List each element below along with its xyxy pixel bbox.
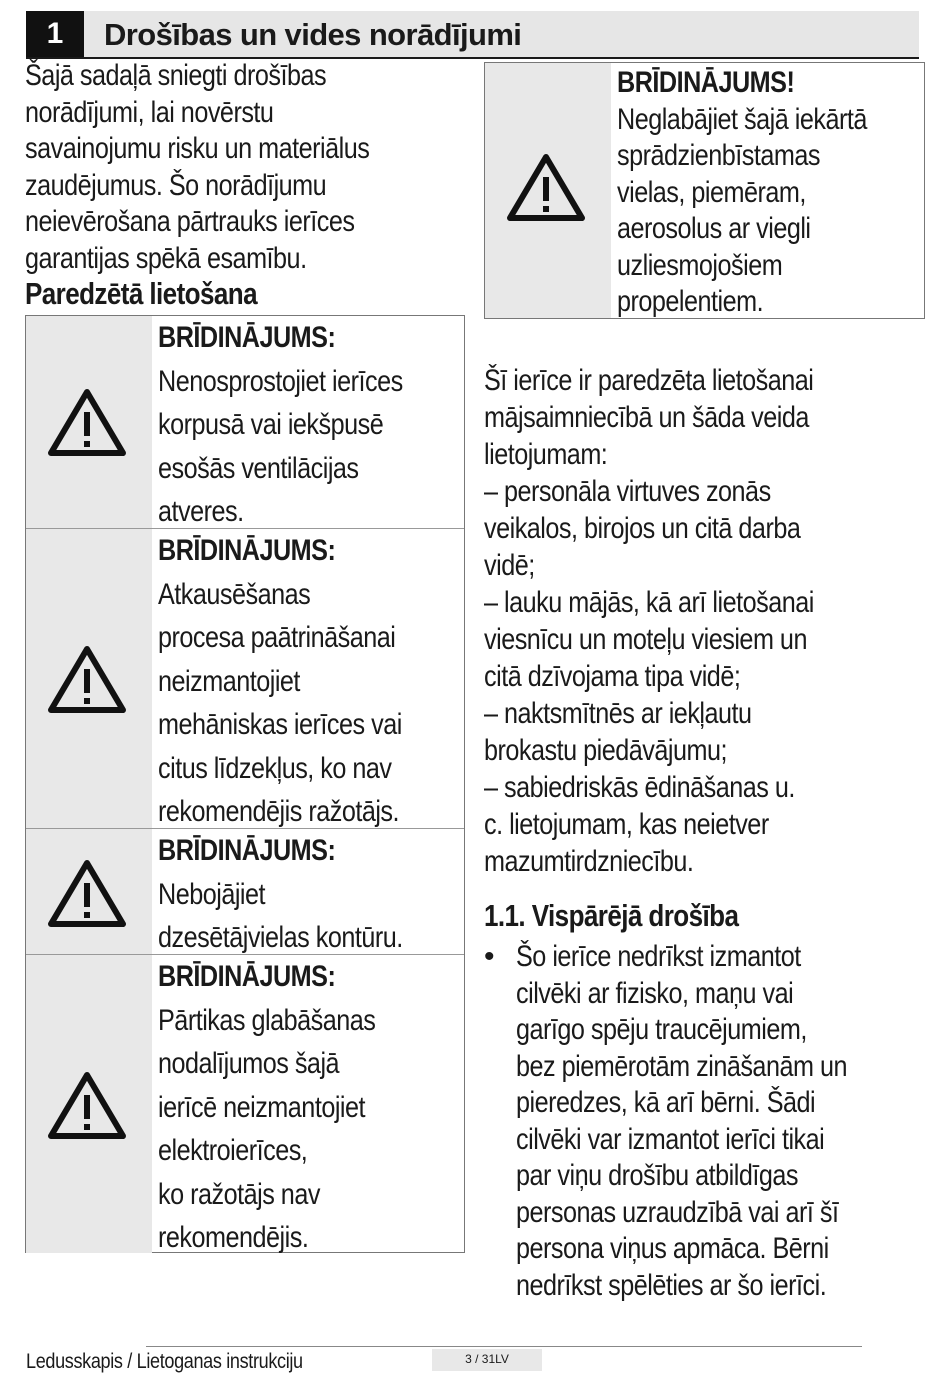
text-line: rekomendējis ražotājs.: [158, 795, 400, 828]
text-line: norādījumi, lai novērstu: [25, 95, 274, 129]
text-line: mājsaimniecībā un šāda veida: [484, 401, 809, 434]
section-number: 1: [26, 11, 84, 57]
section-header: [26, 11, 919, 59]
text-line: Šajā sadaļā sniegti drošības: [25, 59, 327, 92]
text-line: par viņu drošību atbildīgas: [516, 1159, 798, 1192]
text-line: nodalījumos šajā: [158, 1047, 340, 1080]
text-line: dzesētājvielas kontūru.: [158, 921, 403, 954]
warning-title: BRĪDINĀJUMS:: [158, 534, 336, 567]
usage-paragraph: [484, 362, 814, 880]
text-line: sprādzienbīstamas: [617, 139, 820, 172]
bullet-marker: •: [484, 940, 495, 973]
text-line: atveres.: [158, 495, 244, 528]
warning-text: [158, 529, 402, 834]
warning-text: [158, 316, 403, 534]
text-line: citus līdzekļus, ko nav: [158, 751, 392, 785]
text-line: persona viņus apmāca. Bērni: [516, 1232, 829, 1265]
text-line: viesnīcu un moteļu viesiem un: [484, 623, 807, 656]
text-line: neievērošana pārtrauks ierīces: [25, 205, 355, 238]
general-safety-heading: 1.1. Vispārējā drošība: [484, 898, 739, 933]
text-line: Nenosprostojiet ierīces: [158, 364, 403, 398]
warning-title: BRĪDINĀJUMS:: [158, 834, 336, 867]
text-line: – sabiedriskās ēdināšanas u.: [484, 771, 795, 804]
text-line: ko ražotājs nav: [158, 1177, 320, 1211]
warning-icon-cell: [26, 529, 152, 829]
warning-row: [26, 528, 464, 829]
text-line: garīgo spēju traucējumiem,: [516, 1013, 807, 1046]
text-line: Šī ierīce ir paredzēta lietošanai: [484, 364, 814, 397]
text-line: cilvēki var izmantot ierīci tikai: [516, 1122, 825, 1156]
warning-triangle-icon: [46, 643, 128, 715]
page-number: 3 / 31LV: [432, 1349, 542, 1371]
text-line: Pārtikas glabāšanas: [158, 1003, 376, 1037]
text-line: savainojumu risku un materiālus: [25, 132, 370, 165]
explosive-warning-box: [484, 62, 925, 319]
text-line: pieredzes, kā arī bērni. Šādi: [516, 1086, 816, 1119]
warning-title: BRĪDINĀJUMS:: [158, 960, 336, 993]
section-title: Drošības un vides norādījumi: [104, 17, 522, 52]
warning-row: [26, 316, 464, 528]
text-line: – personāla virtuves zonās: [484, 475, 771, 508]
warning-row: [26, 954, 464, 1253]
text-line: vielas, piemēram,: [617, 175, 806, 209]
text-line: korpusā vai iekšpusē: [158, 408, 384, 441]
text-line: Šo ierīce nedrīkst izmantot: [516, 940, 801, 973]
text-line: Nebojājiet: [158, 877, 266, 911]
text-line: – lauku mājās, kā arī lietošanai: [484, 586, 814, 619]
warning-title: BRĪDINĀJUMS!: [617, 66, 795, 99]
text-line: mehāniskas ierīces vai: [158, 708, 402, 741]
warning-triangle-icon: [46, 857, 128, 929]
text-line: propelentiem.: [617, 285, 764, 318]
text-line: brokastu piedāvājumu;: [484, 734, 727, 767]
text-line: Atkausēšanas: [158, 577, 311, 611]
text-line: cilvēki ar fizisko, maņu vai: [516, 976, 794, 1010]
text-line: citā dzīvojama tipa vidē;: [484, 660, 741, 693]
text-line: aerosolus ar viegli: [617, 212, 811, 245]
text-line: – naktsmītnēs ar iekļautu: [484, 697, 752, 730]
warning-text: [158, 955, 375, 1260]
text-line: uzliesmojošiem: [617, 248, 783, 282]
footer-rule: [146, 1346, 862, 1347]
warning-row: [26, 828, 464, 955]
text-line: personas uzraudzībā vai arī šī: [516, 1195, 839, 1229]
intro-paragraph: [25, 58, 369, 277]
text-line: mazumtirdzniecību.: [484, 845, 694, 878]
warning-title: BRĪDINĀJUMS:: [158, 321, 336, 354]
text-line: c. lietojumam, kas neietver: [484, 808, 769, 841]
text-line: bez piemērotām zināšanām un: [516, 1049, 847, 1083]
warning-icon-cell: [26, 316, 152, 528]
general-safety-text: [516, 939, 847, 1304]
text-line: vidē;: [484, 549, 535, 582]
warning-text: [617, 65, 867, 321]
text-line: garantijas spēkā esamību.: [25, 241, 307, 275]
text-line: zaudējumus. Šo norādījumu: [25, 168, 327, 202]
warning-icon-cell: [485, 63, 611, 318]
text-line: procesa paātrināšanai: [158, 621, 396, 654]
warning-icon-cell: [26, 955, 152, 1253]
text-line: Neglabājiet šajā iekārtā: [617, 102, 867, 136]
warning-triangle-icon: [505, 151, 587, 223]
warning-text: [158, 829, 403, 960]
warning-triangle-icon: [46, 386, 128, 458]
text-line: nedrīkst spēlēties ar šo ierīci.: [516, 1268, 827, 1302]
text-line: lietojumam:: [484, 438, 608, 471]
text-line: veikalos, birojos un citā darba: [484, 512, 801, 545]
warnings-table: [25, 315, 465, 1253]
text-line: esošās ventilācijas: [158, 451, 359, 485]
intended-use-heading: Paredzētā lietošana: [25, 276, 257, 311]
footer-label: Ledusskapis / Lietoganas instrukciju: [26, 1350, 303, 1373]
warning-triangle-icon: [46, 1069, 128, 1141]
text-line: ierīcē neizmantojiet: [158, 1090, 366, 1124]
text-line: rekomendējis.: [158, 1221, 309, 1254]
warning-icon-cell: [26, 829, 152, 955]
text-line: elektroierīces,: [158, 1134, 308, 1167]
text-line: neizmantojiet: [158, 664, 300, 698]
